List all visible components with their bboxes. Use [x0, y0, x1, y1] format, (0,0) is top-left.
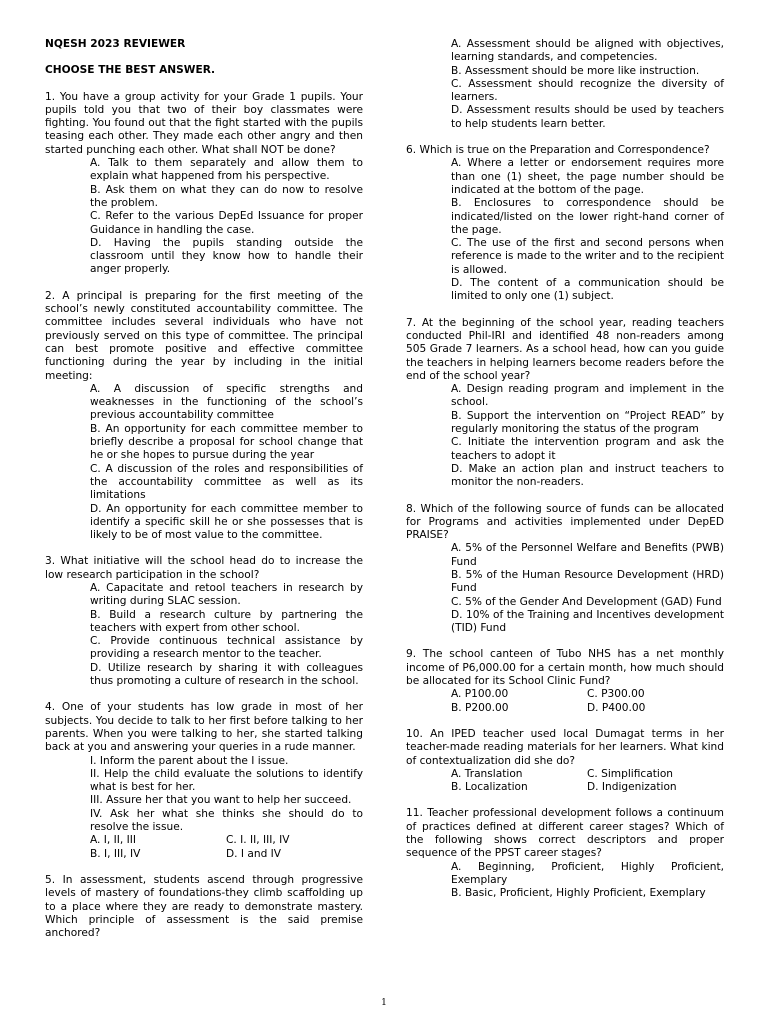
answer-option: B. Build a research culture by partnering the teachers with expert from other school. — [90, 608, 363, 634]
answer-choices-grid — [90, 834, 363, 861]
answer-option: D. Assessment results should be used by teachers to help students learn better. — [451, 104, 724, 130]
answer-choice: B. Localization — [451, 781, 528, 794]
roman-statement: IV. Ask her what she thinks she should do to resolve the issue. — [90, 807, 363, 834]
answer-choice: C. I. II, III, IV — [226, 834, 290, 847]
question-stem: 1. You have a group activity for your Grade 1 pupils. Your pupils told you that two of their boy classmates were fighting. You found out that the fight started with the pupils teasing each other. They made each other angry and then started punching each other. What shall NOT be done? — [45, 90, 363, 156]
answer-choice: A. P100.00 — [451, 688, 509, 701]
answer-choice: B. I, III, IV — [90, 847, 141, 860]
answer-option: B. Ask them on what they can do now to resolve the problem. — [90, 183, 363, 209]
answer-option: B. Enclosures to correspondence should be indicated/listed on the lower right-hand corner of the page. — [451, 197, 724, 236]
question-stem: 7. At the beginning of the school year, reading teachers conducted Phil-IRI and identified 48 non-readers among 505 Grade 7 learners. As a school head, how can you guide the teachers in helping learners become readers before the end of the school year? — [406, 316, 724, 382]
question-2 — [45, 290, 363, 543]
answer-option: C. Assessment should recognize the diversity of learners. — [451, 77, 724, 104]
answer-option: D. Having the pupils standing outside the classroom until they know how to handle their anger properly. — [90, 236, 363, 276]
answer-choice: A. Translation — [451, 767, 523, 780]
roman-statement: III. Assure her that you want to help her succeed. — [90, 794, 352, 807]
question-6 — [406, 144, 724, 304]
answer-choice: C. P300.00 — [587, 688, 645, 701]
question-8 — [406, 503, 724, 636]
left-column — [45, 38, 363, 940]
roman-statement: I. Inform the parent about the I issue. — [90, 754, 289, 767]
question-5 — [45, 874, 363, 940]
question-stem: 10. An IPED teacher used local Dumagat terms in her teacher-made reading materials for her learners. What kind of contextualization did she do? — [406, 727, 724, 767]
answer-option: A. Talk to them separately and allow them to explain what happened from his perspective. — [90, 157, 363, 183]
answer-option: B. Assessment should be more like instruction. — [451, 64, 700, 77]
answer-option: D. The content of a communication should be limited to only one (1) subject. — [451, 277, 724, 303]
question-3 — [45, 555, 363, 688]
question-10 — [406, 728, 724, 794]
question-9 — [406, 648, 724, 714]
answer-choice: C. Simplification — [587, 767, 674, 780]
answer-choice: B. P200.00 — [451, 701, 509, 714]
answer-option: D. Utilize research by sharing it with colleagues thus promoting a culture of research in the school. — [90, 661, 363, 688]
answer-option: A. Where a letter or endorsement requires more than one (1) sheet, the page number should be indicated at the bottom of the page. — [451, 157, 724, 196]
answer-choice: D. I and IV — [226, 847, 282, 860]
question-stem: 2. A principal is preparing for the first meeting of the school’s newly constituted accountability committee. The committee includes several individuals who have not previously served on this type of committee. The principal can best promote positive and effective committee functioning during the year by including in the initial meeting: — [45, 289, 363, 382]
question-stem: 9. The school canteen of Tubo NHS has a net monthly income of P6,000.00 for a certain month, how much should be allocated for its School Clinic Fund? — [406, 648, 724, 688]
answer-option: C. A discussion of the roles and responsibilities of the accountability committee as well as its limitations — [90, 462, 363, 502]
answer-option: D. Make an action plan and instruct teachers to monitor the non-readers. — [451, 462, 724, 489]
answer-option: D. 10% of the Training and Incentives development (TID) Fund — [451, 608, 724, 635]
answer-choice: D. Indigenization — [587, 781, 677, 794]
answer-choice: A. I, II, III — [90, 834, 137, 847]
question-stem: 11. Teacher professional development follows a continuum of practices defined at different career stages? Which of the following shows correct descriptors and proper sequence of the PPST career stages? — [406, 807, 724, 860]
instructions: CHOOSE THE BEST ANSWER. — [45, 64, 216, 77]
answer-option: B. Support the intervention on “Project READ” by regularly monitoring the status of the program — [451, 409, 724, 436]
answer-option: C. Provide continuous technical assistance by providing a research mentor to the teacher. — [90, 635, 363, 661]
question-1 — [45, 91, 363, 277]
answer-option: D. An opportunity for each committee member to identify a specific skill he or she possesses that is likely to be of most value to the committee. — [90, 502, 363, 542]
question-stem: 6. Which is true on the Preparation and Correspondence? — [406, 144, 710, 157]
question-11 — [406, 807, 724, 900]
answer-option: C. Initiate the intervention program and ask the teachers to adopt it — [451, 436, 724, 462]
answer-option: C. Refer to the various DepEd Issuance for proper Guidance in handling the case. — [90, 210, 363, 236]
answer-option: A. Capacitate and retool teachers in research by writing during SLAC session. — [90, 581, 363, 608]
answer-option: C. 5% of the Gender And Development (GAD) Fund — [451, 595, 722, 608]
answer-choice: D. P400.00 — [587, 701, 646, 714]
answer-option: A. Design reading program and implement in the school. — [451, 383, 724, 409]
answer-option: A. 5% of the Personnel Welfare and Benefits (PWB) Fund — [451, 542, 724, 568]
right-column — [406, 38, 724, 901]
question-stem: 3. What initiative will the school head do to increase the low research participation in the school? — [45, 555, 363, 581]
question-4 — [45, 701, 363, 861]
question-5-options — [406, 38, 724, 131]
answer-option: B. Basic, Proficient, Highly Proficient, Exemplary — [451, 887, 706, 900]
page-number: 1 — [381, 998, 387, 1008]
answer-option: B. An opportunity for each committee member to briefly describe a proposal for school change that he or she hopes to pursue during the year — [90, 422, 363, 462]
answer-choices-grid — [451, 768, 724, 795]
answer-option: A. A discussion of specific strengths and weaknesses in the functioning of the school’s previous accountability committee — [90, 382, 363, 422]
answer-option: C. The use of the first and second persons when reference is made to the writer and to the recipient is allowed. — [451, 237, 724, 276]
answer-option: A. Assessment should be aligned with objectives, learning standards, and competencies. — [451, 38, 724, 64]
question-stem: 5. In assessment, students ascend through progressive levels of mastery of foundations-they climb scaffolding up to a place where they are ready to demonstrate mastery. Which principle of assessment is the said premise anchored? — [45, 873, 363, 940]
answer-option: A. Beginning, Proficient, Highly Proficient, Exemplary — [451, 860, 724, 886]
answer-choices-grid — [451, 688, 724, 715]
answer-option: B. 5% of the Human Resource Development (HRD) Fund — [451, 568, 724, 595]
roman-statement: II. Help the child evaluate the solutions to identify what is best for her. — [90, 767, 363, 794]
question-stem: 8. Which of the following source of funds can be allocated for Programs and activities implemented under DepED PRAISE? — [406, 502, 724, 542]
document-title: NQESH 2023 REVIEWER — [45, 38, 186, 50]
question-7 — [406, 317, 724, 490]
question-stem: 4. One of your students has low grade in most of her subjects. You decide to talk to her first before talking to her parents. When you were talking to her, she started talking back at you and answering your queries in a rude manner. — [45, 701, 363, 754]
